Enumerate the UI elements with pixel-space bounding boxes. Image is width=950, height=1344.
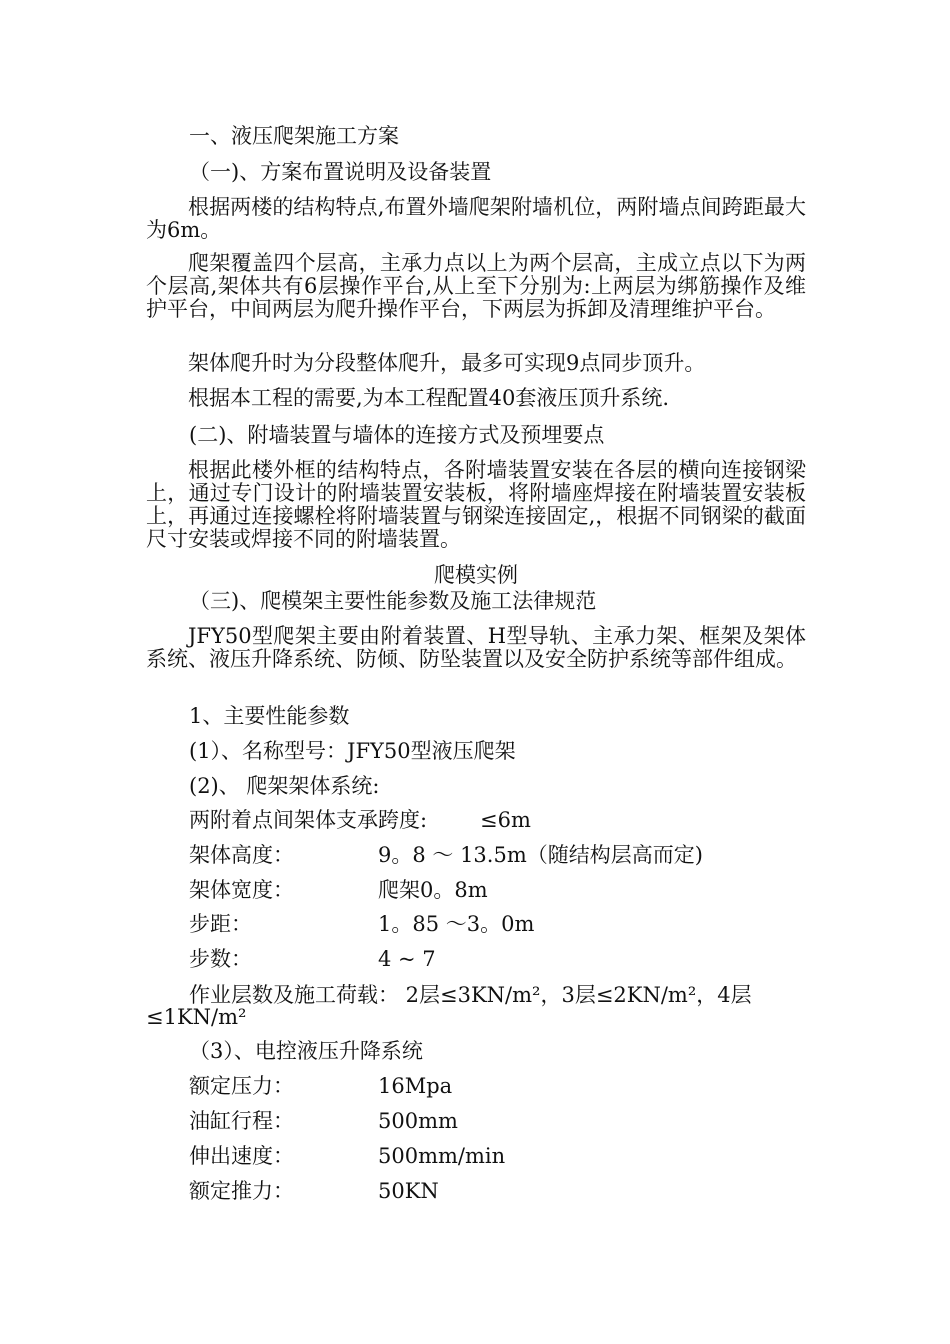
param-item-2: (2)、 爬架架体系统:: [189, 774, 380, 798]
paragraph-4: 根据本工程的需要,为本工程配置40套液压顶升系统.: [188, 386, 670, 410]
height-label: 架体高度：: [189, 843, 294, 867]
width-value: 爬架0。8m: [378, 878, 488, 902]
param-item-3: （3）、电控液压升降系统: [189, 1039, 423, 1063]
height-value: 9。8 ～ 13.5m（随结构层高而定): [378, 843, 703, 867]
steps-value: 4 ~ 7: [378, 947, 436, 971]
subsection-heading-3: （三)、爬模架主要性能参数及施工法律规范: [189, 589, 597, 613]
section-title: 一、液压爬架施工方案: [189, 124, 399, 148]
param-item-1: (1）、名称型号：JFY50型液压爬架: [189, 739, 516, 763]
speed-label: 伸出速度：: [189, 1144, 294, 1168]
thrust-value: 50KN: [378, 1179, 439, 1203]
subsection-heading-1: （一)、方案布置说明及设备装置: [189, 160, 492, 184]
params-title: 1、主要性能参数: [189, 704, 350, 728]
pressure-value: 16Mpa: [378, 1074, 453, 1098]
load-line-2: ≤1KN/m²: [146, 1005, 247, 1029]
load-line-1: 作业层数及施工荷载： 2层≤3KN/m²，3层≤2KN/m²，4层: [189, 983, 752, 1007]
step-label: 步距：: [189, 912, 252, 936]
paragraph-6: JFY50型爬架主要由附着装置、H型导轨、主承力架、框架及架体系统、液压升降系统、防倾、防坠装置以及安全防护系统等部件组成。: [146, 624, 806, 671]
stroke-value: 500mm: [378, 1109, 458, 1133]
step-value: 1。85 ～3。0m: [378, 912, 535, 936]
speed-value: 500mm/min: [378, 1144, 506, 1168]
paragraph-1: 根据两楼的结构特点,布置外墙爬架附墙机位，两附墙点间跨距最大为6m。: [146, 195, 806, 242]
pressure-label: 额定压力：: [189, 1074, 294, 1098]
span-value: ≤6m: [480, 808, 531, 832]
figure-caption: 爬模实例: [434, 563, 518, 587]
paragraph-3: 架体爬升时为分段整体爬升，最多可实现9点同步顶升。: [188, 351, 706, 375]
paragraph-2: 爬架覆盖四个层高，主承力点以上为两个层高，主成立点以下为两个层高,架体共有6层操作平台,从上至下分别为:上两层为绑筋操作及维护平台，中间两层为爬升操作平台，下两层为拆卸及清理维护平台。: [146, 251, 806, 321]
width-label: 架体宽度：: [189, 878, 294, 902]
thrust-label: 额定推力：: [189, 1179, 294, 1203]
steps-label: 步数：: [189, 947, 252, 971]
subsection-heading-2: (二)、附墙装置与墙体的连接方式及预埋要点: [189, 423, 605, 447]
paragraph-5: 根据此楼外框的结构特点，各附墙装置安装在各层的横向连接钢梁上，通过专门设计的附墙装置安装板，将附墙座焊接在附墙装置安装板上，再通过连接螺栓将附墙装置与钢梁连接固定,，根据不同钢梁的截面尺寸安装或焊接不同的附墙装置。: [146, 458, 806, 551]
stroke-label: 油缸行程：: [189, 1109, 294, 1133]
span-label: 两附着点间架体支承跨度:: [189, 808, 428, 832]
